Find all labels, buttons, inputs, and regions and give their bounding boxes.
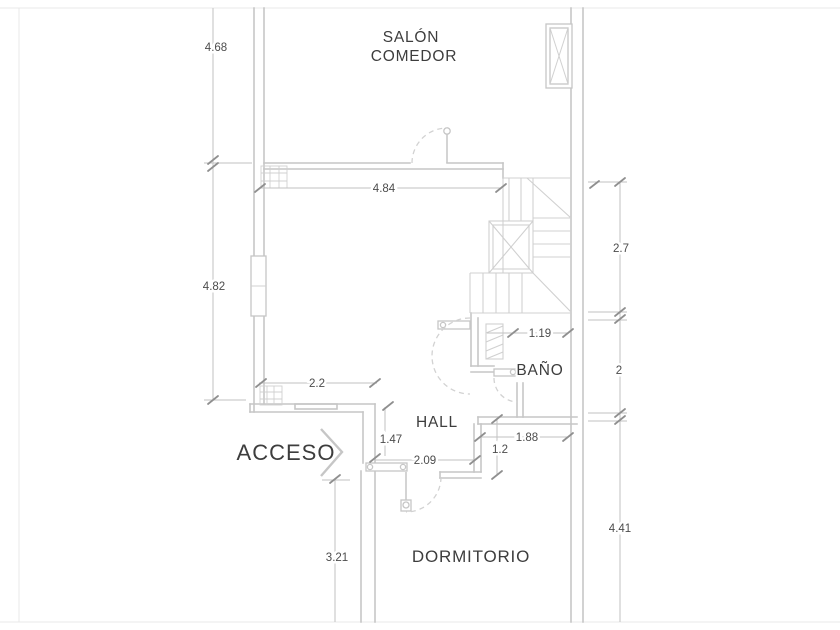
dim-right-middle: 2 — [615, 365, 623, 377]
staircase — [470, 178, 571, 313]
salon-door — [412, 128, 450, 163]
dormitorio-door — [401, 472, 441, 512]
walls — [250, 8, 583, 622]
dim-right-lower: 4.41 — [608, 523, 632, 535]
label-hall: HALL — [416, 414, 458, 431]
dim-entry-depth: 1.47 — [379, 434, 403, 446]
bath-door — [494, 369, 518, 402]
dim-bano-width: 1.19 — [528, 328, 552, 340]
label-salon-line2: COMEDOR — [370, 48, 458, 65]
label-bano: BAÑO — [516, 362, 564, 379]
dim-lower-wall: 3.21 — [325, 552, 349, 564]
dim-salon-wall: 4.84 — [372, 183, 396, 195]
dim-salon-south: 2.2 — [309, 378, 325, 390]
site-boundary — [0, 8, 840, 622]
window-top-right — [546, 24, 572, 88]
label-dormitorio: DORMITORIO — [411, 547, 531, 566]
room-labels — [237, 29, 564, 566]
label-acceso: ACCESO — [236, 440, 336, 465]
bath-vestibule-door — [432, 318, 470, 394]
dimension-lines — [204, 8, 627, 622]
label-salon-line1: SALÓN — [382, 29, 440, 46]
dimension-labels — [203, 42, 631, 564]
dim-hall-opening: 1.88 — [515, 432, 539, 444]
dim-right-upper: 2.7 — [613, 243, 629, 255]
radiator-symbol — [486, 324, 503, 359]
window-left-wall — [251, 256, 266, 316]
entry-door — [366, 463, 407, 471]
dim-hall-depth: 1.2 — [492, 444, 508, 456]
dim-left-lower: 4.82 — [202, 281, 226, 293]
dimension-ticks — [208, 156, 625, 483]
dim-entry-width: 2.09 — [413, 455, 437, 467]
dim-left-upper: 4.68 — [204, 42, 228, 54]
